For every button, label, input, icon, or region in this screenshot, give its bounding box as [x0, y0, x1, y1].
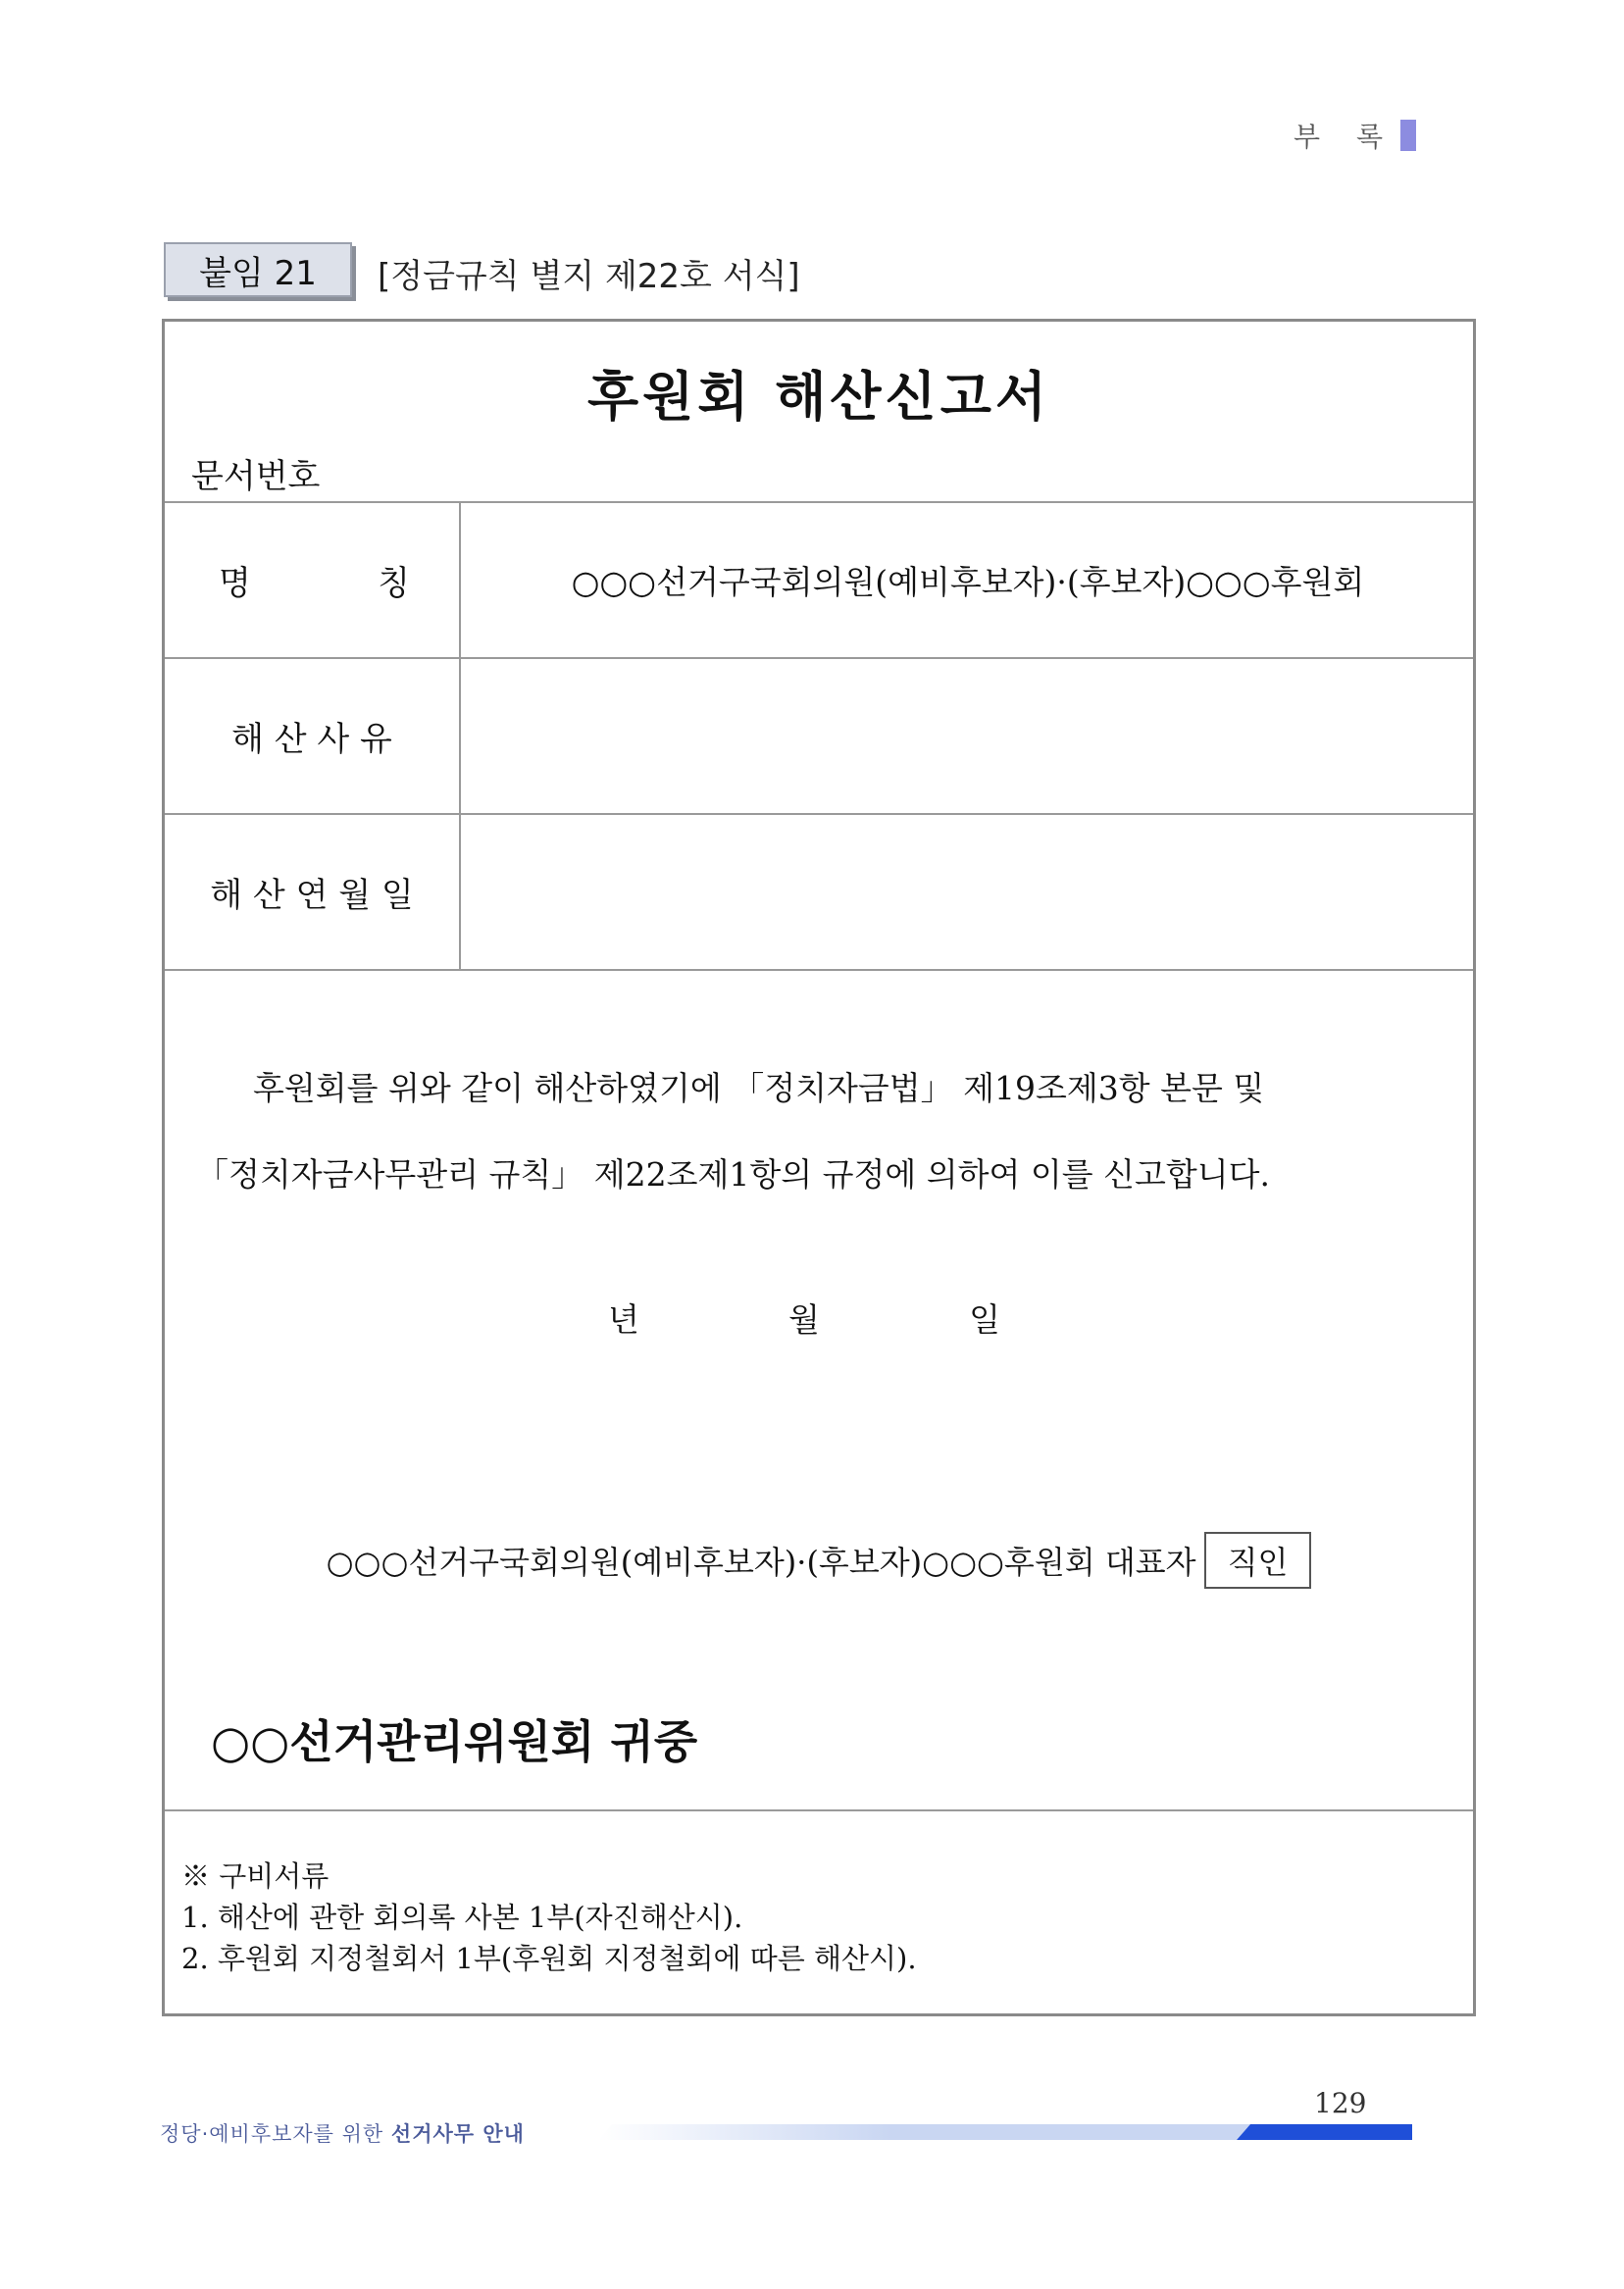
attachment-caption: [정금규칙 별지 제22호 서식] [378, 257, 800, 296]
footer-guide-prefix: 정당·예비후보자를 위한 [160, 2122, 384, 2146]
footer-guide-title [160, 2118, 525, 2148]
statement-line-2: 「정치자금사무관리 규칙」 제22조제1항의 규정에 의하여 이를 신고합니다. [196, 1155, 1270, 1194]
footer-accent-bar [598, 2124, 1412, 2140]
form-title: 후원회 해산신고서 [586, 365, 1051, 428]
row-value-date[interactable] [463, 814, 1473, 969]
signatory-text: ○○○선거구국회의원(예비후보자)·(후보자)○○○후원회 대표자 [326, 1544, 1196, 1581]
addressee: ○○선거관리위원회 귀중 [211, 1715, 698, 1768]
row-label-name-part2: 칭 [378, 563, 410, 603]
row-value-name[interactable]: ○○○선거구국회의원(예비후보자)·(후보자)○○○후원회 [571, 562, 1365, 601]
requirements-item: 1. 해산에 관한 회의록 사본 1부(자진해산시). [181, 1901, 743, 1934]
requirements-divider [165, 1809, 1473, 1811]
requirements-heading: ※ 구비서류 [181, 1859, 330, 1893]
requirements-section [181, 1856, 917, 1979]
page-number: 129 [1314, 2087, 1367, 2119]
section-header [1294, 116, 1416, 155]
table-divider [165, 969, 1473, 971]
row-label-name-part1: 명 [219, 563, 251, 603]
date-day: 일 [969, 1300, 1000, 1339]
row-value-reason[interactable] [463, 658, 1473, 813]
row-label-reason: 해 산 사 유 [231, 719, 392, 759]
date-month: 월 [788, 1300, 820, 1339]
requirements-item: 2. 후원회 지정철회서 1부(후원회 지정철회에 따른 해산시). [181, 1942, 917, 1975]
footer-guide-name: 선거사무 안내 [390, 2122, 525, 2146]
date-line [608, 1295, 1000, 1341]
seal-box: 직인 [1204, 1532, 1312, 1589]
row-label-date: 해 산 연 월 일 [210, 875, 414, 915]
row-label-name [165, 502, 459, 657]
signatory-line [162, 1532, 1476, 1589]
statement-line-1: 후원회를 위와 같이 해산하였기에 「정치자금법」 제19조제3항 본문 및 [253, 1069, 1265, 1107]
section-label: 부 록 [1294, 121, 1396, 153]
section-marker [1400, 120, 1416, 151]
table-column-divider [459, 501, 461, 971]
document-number-label: 문서번호 [191, 457, 321, 496]
attachment-label: 붙임 21 [164, 242, 352, 297]
date-year: 년 [608, 1300, 639, 1339]
